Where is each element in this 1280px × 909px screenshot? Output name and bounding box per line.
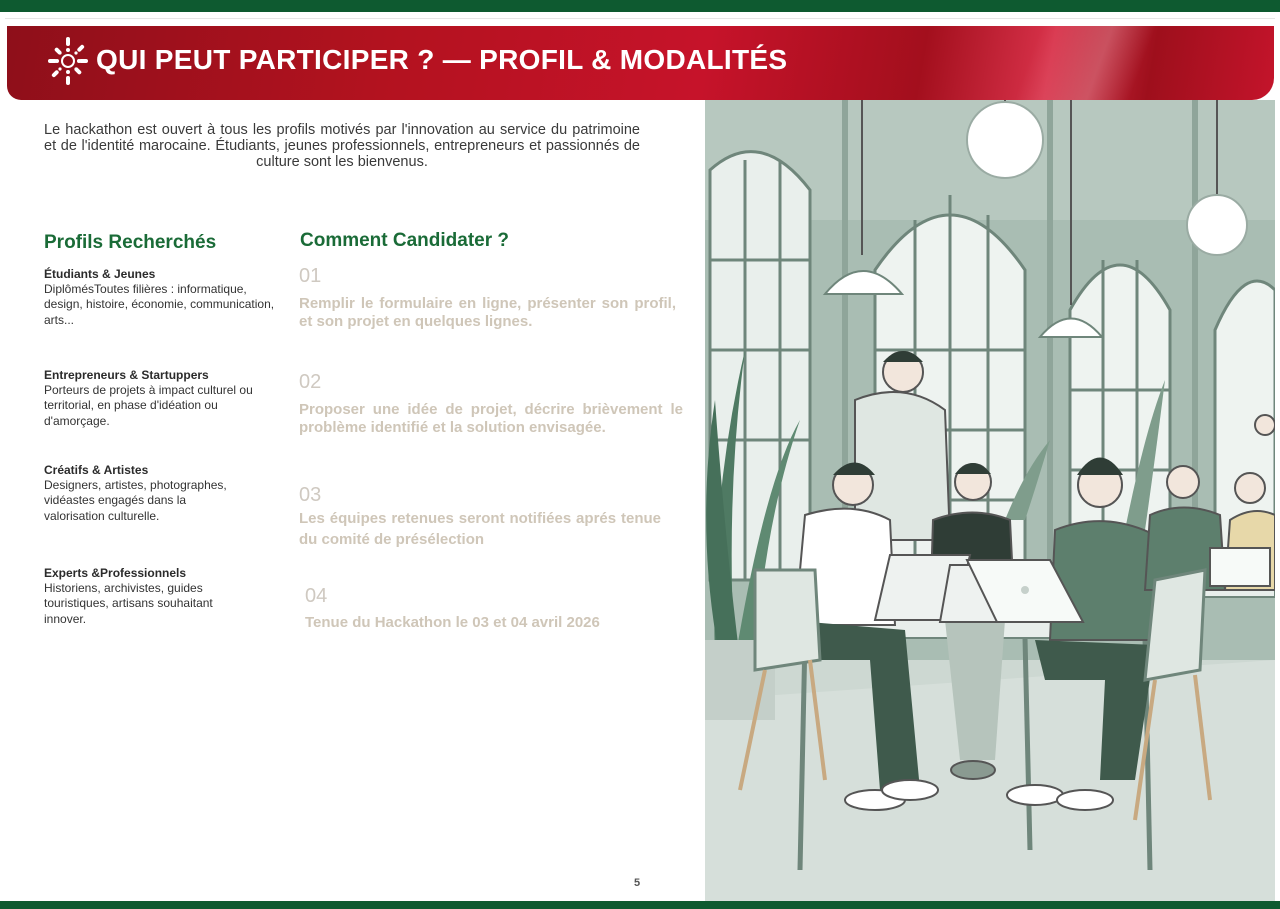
step-text: Tenue du Hackathon le 03 et 04 avril 2026 bbox=[305, 614, 600, 631]
profile-name: Entrepreneurs & Startuppers bbox=[44, 368, 209, 382]
page-title: QUI PEUT PARTICIPER ? — PROFIL & MODALITÉS bbox=[96, 44, 788, 75]
profiles-heading: Profils Recherchés bbox=[44, 232, 217, 253]
profile-name: Créatifs & Artistes bbox=[44, 463, 149, 477]
step-number: 02 bbox=[299, 371, 322, 393]
profile-desc: Porteurs de projets à impact culturel ou territorial, en phase d'idéation ou d'amorçage. bbox=[44, 383, 253, 428]
coworking-illustration bbox=[705, 100, 1275, 901]
intro-paragraph: Le hackathon est ouvert à tous les profils motivés par l'innovation au service du patrimoine et de l'identité marocaine. Étudiants, jeunes professionnels, entrepreneurs et passionnés de culture sont les bienvenus. bbox=[44, 122, 640, 170]
step-text: Proposer une idée de projet, décrire brièvement le problème identifié et la solution envisagée. bbox=[299, 401, 683, 436]
top-border bbox=[0, 0, 1280, 12]
profile-name: Étudiants & Jeunes bbox=[44, 267, 156, 281]
page-number: 5 bbox=[634, 877, 641, 889]
zellige-logo-icon bbox=[45, 30, 91, 92]
profile-item bbox=[44, 463, 284, 524]
profile-item bbox=[44, 267, 284, 328]
profile-desc: Historiens, archivistes, guides touristiques, artisans souhaitant innover. bbox=[44, 581, 213, 626]
step-number: 01 bbox=[299, 265, 322, 287]
bottom-border bbox=[0, 901, 1280, 909]
step-number: 04 bbox=[305, 585, 328, 607]
step-text: Les équipes retenues seront notifiées aprés tenue du comité de présélection bbox=[299, 510, 661, 548]
profile-desc: Designers, artistes, photographes, vidéastes engagés dans la valorisation culturelle. bbox=[44, 478, 227, 523]
profile-name: Experts &Professionnels bbox=[44, 566, 187, 580]
profile-item bbox=[44, 566, 284, 627]
profile-item bbox=[44, 368, 284, 429]
profile-desc: DiplômésToutes filières : informatique, design, histoire, économie, communication, arts... bbox=[44, 282, 275, 327]
step-number: 03 bbox=[299, 484, 322, 506]
step-text: Remplir le formulaire en ligne, présenter son profil, et son projet en quelques lignes. bbox=[299, 295, 676, 330]
apply-heading: Comment Candidater ? bbox=[300, 230, 510, 251]
